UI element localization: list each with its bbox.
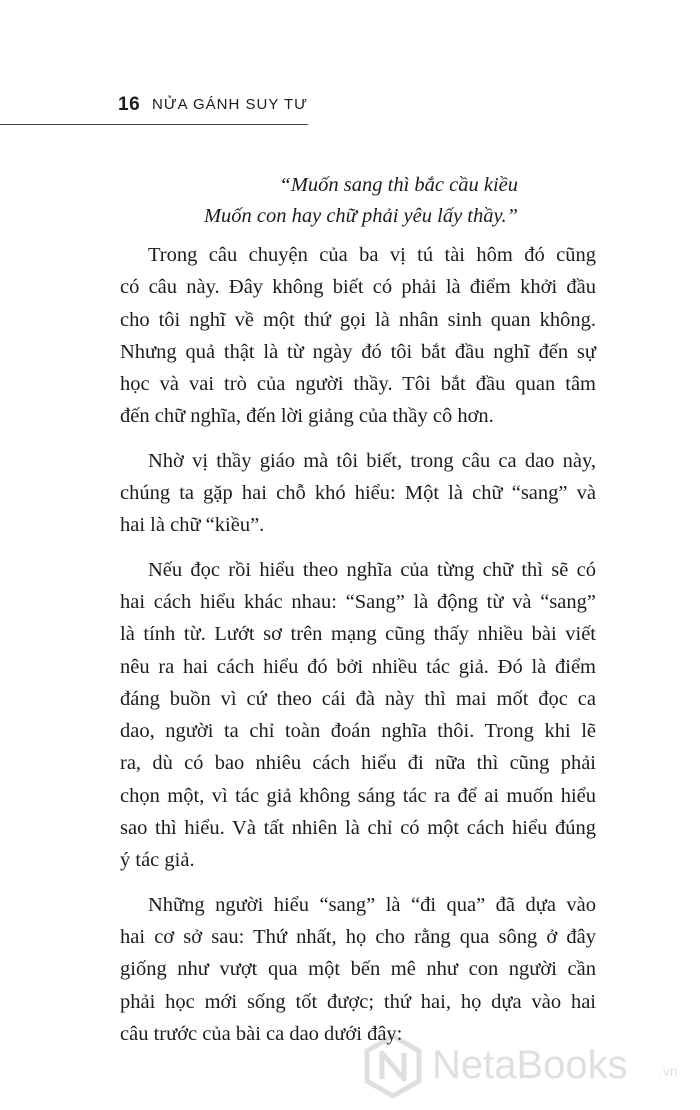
text-line: đáng buồn vì cứ theo cái đà này thì mai mốt đọc ca	[120, 687, 596, 710]
body-text	[120, 239, 596, 1062]
text-line: đến chữ nghĩa, đến lời giảng của thầy cô hơn.	[120, 405, 494, 428]
text-line: sao thì hiểu. Và tất nhiên là chỉ có một cách hiểu đúng	[120, 817, 596, 840]
text-line: hai cơ sở sau: Thứ nhất, họ cho rằng qua sông ở đây	[120, 925, 596, 948]
text-line: hai là chữ “kiều”.	[120, 514, 265, 537]
text-line: Trong câu chuyện của ba vị tú tài hôm đó cũng	[148, 244, 596, 266]
header-rule	[0, 124, 118, 125]
text-line: ra, dù có bao nhiêu cách hiểu đi nữa thì cũng phải	[120, 752, 596, 775]
epigraph-line: Muốn con hay chữ phải yêu lấy thầy.”	[203, 205, 518, 227]
text-line: dao, người ta chỉ toàn đoán nghĩa thôi. Trong khi lẽ	[120, 720, 596, 743]
text-line: nêu ra hai cách hiểu đó bởi nhiều tác giả. Đó là điểm	[120, 655, 596, 678]
text-line: cho tôi nghĩ về một thứ gọi là nhân sinh quan không.	[120, 308, 596, 331]
watermark	[362, 1033, 692, 1099]
text-line: chúng ta gặp hai chỗ khó hiểu: Một là chữ “sang” và	[120, 482, 596, 505]
watermark-brand: NetaBooks	[432, 1043, 628, 1087]
text-line: phải học mới sống tốt được; thứ hai, họ dựa vào hai	[120, 990, 596, 1013]
paragraph	[120, 239, 596, 433]
text-line: hai cách hiểu khác nhau: “Sang” là động từ và “sang”	[120, 590, 596, 613]
text-line: Nhưng quả thật là từ ngày đó tôi bắt đầu nghĩ đến sự	[120, 340, 596, 363]
text-line: giống như vượt qua một bến mê như con người cần	[120, 958, 596, 981]
paragraph	[120, 889, 596, 1050]
text-line: Nếu đọc rồi hiểu theo nghĩa của từng chữ thì sẽ có	[148, 558, 596, 581]
netabooks-logo-icon	[362, 1033, 424, 1099]
text-line: ý tác giả.	[120, 849, 195, 872]
text-line: học và vai trò của người thầy. Tôi bắt đầu quan tâm	[120, 373, 596, 396]
running-title: NỬA GÁNH SUY TƯ	[152, 96, 308, 113]
epigraph	[120, 170, 518, 232]
text-line: là tính từ. Lướt sơ trên mạng cũng thấy nhiều bài viết	[120, 623, 596, 646]
text-line: có câu này. Đây không biết có phải là điểm khởi đầu	[120, 276, 596, 299]
page-header	[118, 94, 308, 125]
epigraph-line: “Muốn sang thì bắc cầu kiều	[279, 174, 518, 196]
paragraph	[120, 445, 596, 542]
text-line: Những người hiểu “sang” là “đi qua” đã dựa vào	[148, 893, 596, 916]
page-number: 16	[118, 94, 141, 115]
text-line: câu trước của bài ca dao dưới đây:	[120, 1022, 403, 1045]
text-line: chọn một, vì tác giả không sáng tác ra để ai muốn hiểu	[120, 784, 596, 807]
paragraph	[120, 554, 596, 877]
watermark-suffix: .vn	[659, 1063, 678, 1079]
text-line: Nhờ vị thầy giáo mà tôi biết, trong câu ca dao này,	[148, 449, 596, 472]
